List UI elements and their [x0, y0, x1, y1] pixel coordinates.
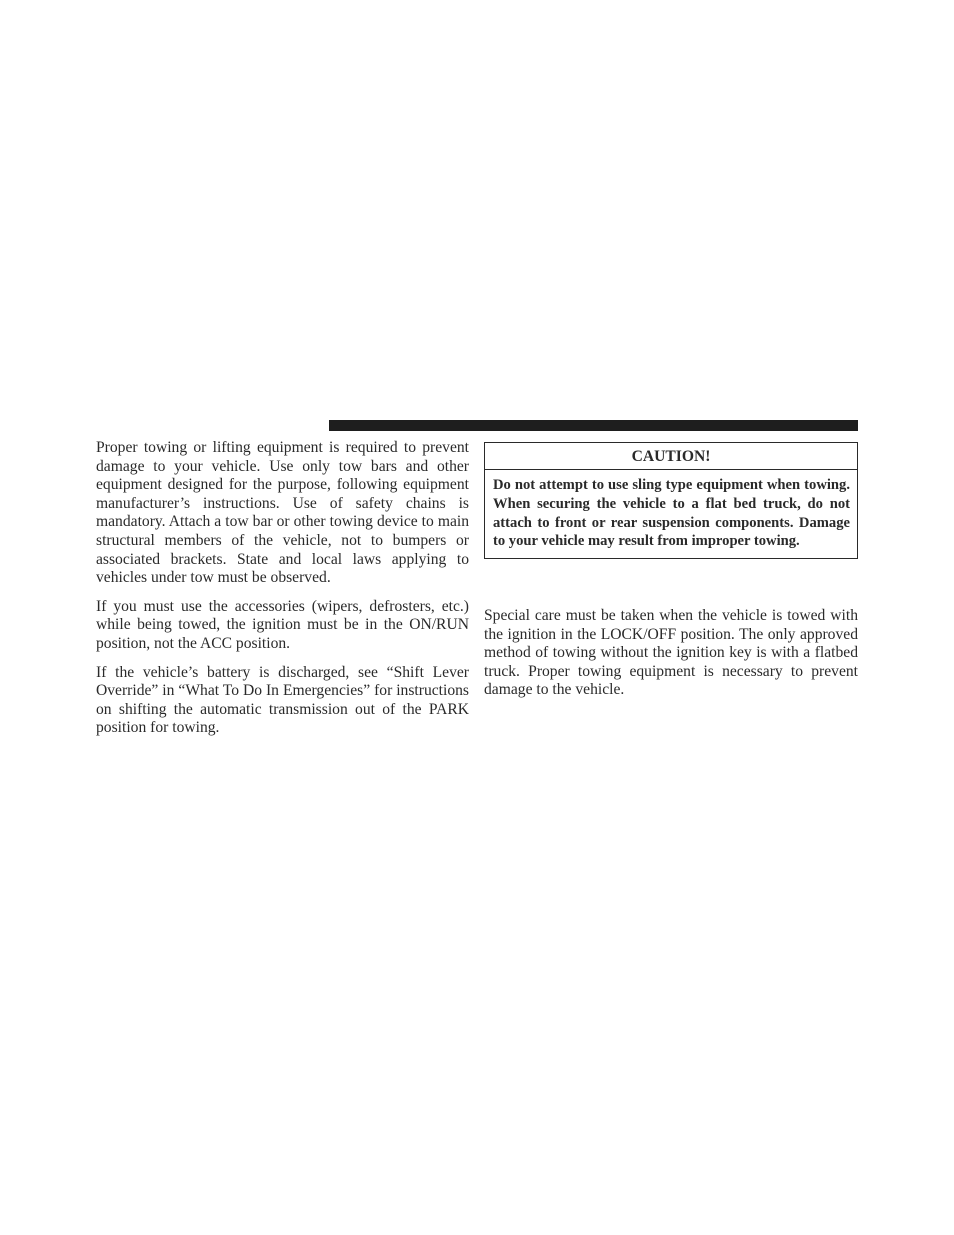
paragraph-battery-discharged: If the vehicle’s battery is discharged, see “Shift Lever Override” in “What To Do In Emergencies” for instructions on shifting the automatic transmission out of the PARK position for towing.	[96, 663, 469, 737]
right-column	[484, 607, 858, 710]
caution-box	[484, 442, 858, 559]
left-column	[96, 439, 469, 748]
paragraph-towing-equipment: Proper towing or lifting equipment is required to prevent damage to your vehicle. Use only tow bars and other equipment designed for the purpose, following equipment manufacturer’s instructions. Use of safety chains is mandatory. Attach a tow bar or other towing device to main structural members of the vehicle, not to bumpers or associated brackets. State and local laws applying to vehicles under tow must be observed.	[96, 439, 469, 587]
paragraph-ignition-lock-off: Special care must be taken when the vehicle is towed with the ignition in the LOCK/OFF position. The only approved method of towing without the ignition key is with a flatbed truck. Proper towing equipment is necessary to prevent damage to the vehicle.	[484, 607, 858, 699]
caution-body: Do not attempt to use sling type equipment when towing. When securing the vehicle to a flat bed truck, do not attach to front or rear suspension components. Damage to your vehicle may result from improper towing.	[493, 477, 850, 550]
section-header-bar	[329, 420, 858, 431]
paragraph-accessories: If you must use the accessories (wipers, defrosters, etc.) while being towed, the ignition must be in the ON/RUN position, not the ACC position.	[96, 597, 469, 652]
caution-title: CAUTION!	[485, 443, 857, 470]
